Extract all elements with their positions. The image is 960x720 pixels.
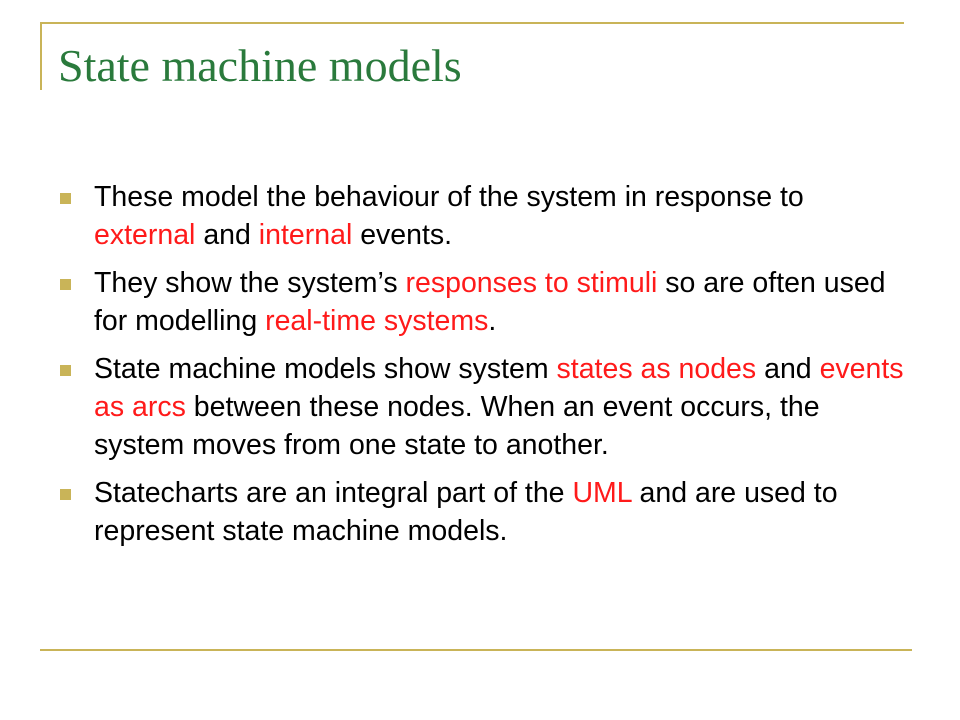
slide-title: State machine models [58,40,462,91]
bullet-text: and are used to represent state machine models. [94,477,838,547]
highlighted-term: UML [572,477,632,509]
bullet-item [58,264,908,340]
bottom-rule [40,649,912,651]
left-rule [40,22,42,90]
bullet-item [58,474,908,550]
top-rule [40,22,904,24]
square-bullet-icon [60,279,71,290]
bullet-text: Statecharts are an integral part of the [94,477,573,509]
square-bullet-icon [60,365,71,376]
bullet-text: events. [352,219,453,251]
highlighted-term: external [94,219,196,251]
highlighted-term: internal [258,219,353,251]
bullet-text: and [195,219,259,251]
bullet-list [58,178,908,560]
highlighted-term: responses to stimuli [405,267,658,299]
square-bullet-icon [60,489,71,500]
bullet-text: State machine models show system [94,353,557,385]
bullet-item [58,178,908,254]
bullet-text: so are often used for modelling [94,267,886,337]
bullet-text: . [488,305,497,337]
bullet-item [58,350,908,464]
bullet-text: These model the behaviour of the system in response to [94,181,804,213]
highlighted-term: states as nodes [556,353,757,385]
bullet-text: and [756,353,820,385]
highlighted-term: real-time systems [265,305,489,337]
bullet-text: between these nodes. When an event occurs, the system moves from one state to another. [94,391,820,461]
bullet-text: They show the system’s [94,267,406,299]
highlighted-term: events as arcs [94,353,904,423]
square-bullet-icon [60,193,71,204]
